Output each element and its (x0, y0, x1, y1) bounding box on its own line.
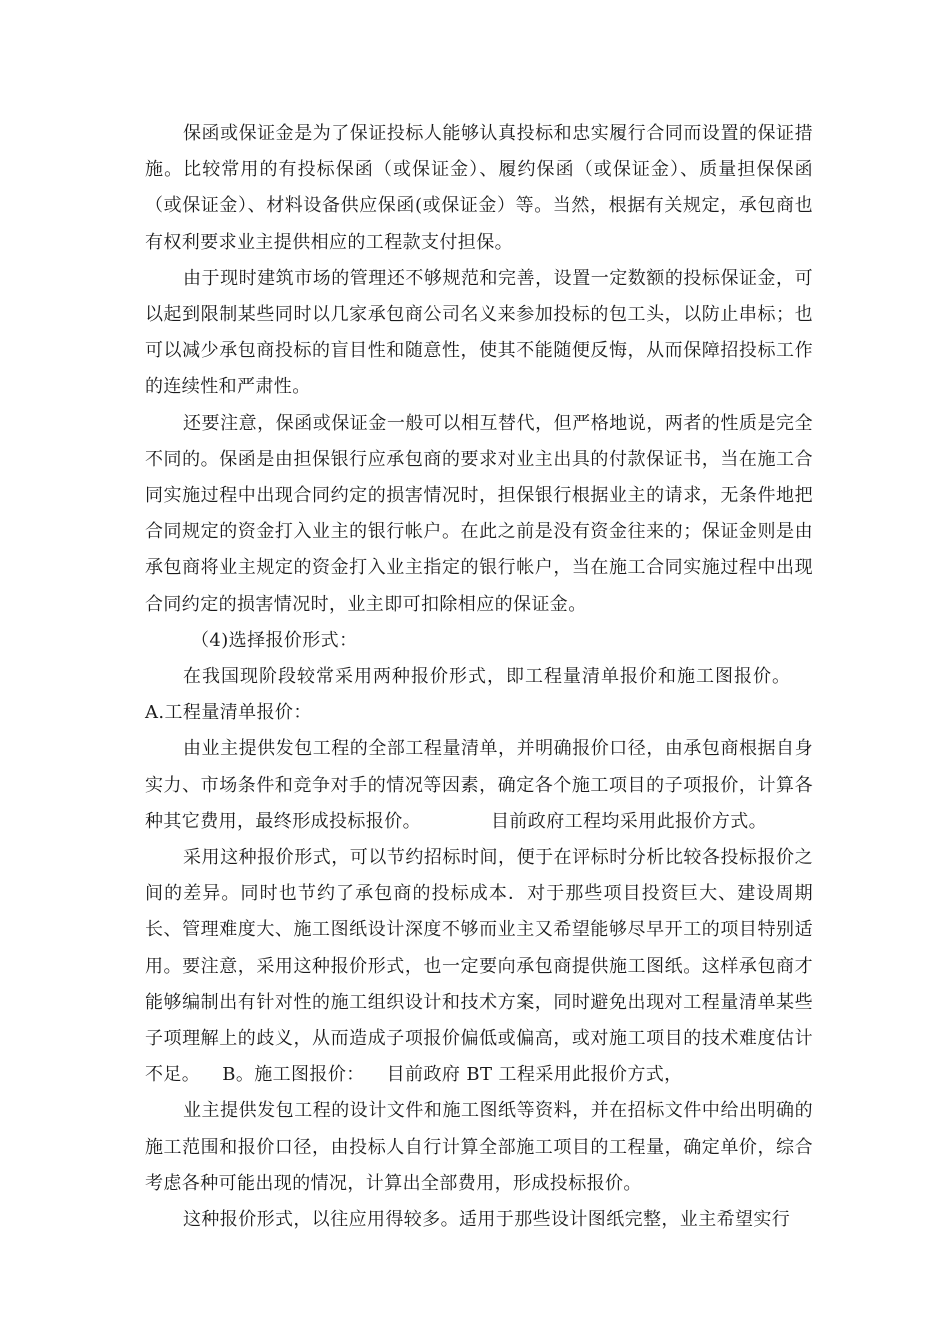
paragraph-guarantee-definition (145, 116, 813, 261)
subheading-drawing-quote: B。施工图报价： (222, 1064, 365, 1086)
paragraph-bill-of-quantities (145, 731, 813, 840)
paragraph-text: 采用这种报价形式，可以节约招标时间，便于在评标时分析比较各投标报价之间的差异。同时也节约了承包商的投标成本．对于那些项目投资巨大、建设周期长、管理难度大、施工图纸设计深度不够而业主又希望能够尽早开工的项目特别适用。要注意，采用这种报价形式，也一定要向承包商提供施工图纸。这样承包商才能够编制出有针对性的施工组织设计和技术方案，同时避免出现对工程量清单某些子项理解上的歧义，从而造成子项报价偏低或偏高，或对施工项目的技术难度估计不足。 (145, 847, 813, 1086)
paragraph-text: 由于现时建筑市场的管理还不够规范和完善，设置一定数额的投标保证金，可以起到限制某些同时以几家承包商公司名义来参加投标的包工头，以防止串标；也可以减少承包商投标的盲目性和随意性，使其不能随便反悔，从而保障招投标工作的连续性和严肃性。 (145, 267, 813, 398)
paragraph-text: 还要注意，保函或保证金一般可以相互替代，但严格地说，两者的性质是完全不同的。保函是由担保银行应承包商的要求对业主出具的付款保证书，当在施工合同实施过程中出现合同约定的损害情况时，担保银行根据业主的请求，无条件地把合同规定的资金打入业主的银行帐户。在此之前是没有资金往来的；保证金则是由承包商将业主规定的资金打入业主指定的银行帐户，当在施工合同实施过程中出现合同约定的损害情况时，业主即可扣除相应的保证金。 (145, 412, 813, 615)
section-heading-quote-form (145, 623, 813, 659)
paragraph-text: 业主提供发包工程的设计文件和施工图纸等资料，并在招标文件中给出明确的施工范围和报价口径，由投标人自行计算全部施工项目的工程量，确定单价，综合考虑各种可能出现的情况，计算出全部费用，形成投标报价。 (145, 1100, 813, 1194)
paragraph-text: 由业主提供发包工程的全部工程量清单，并明确报价口径，由承包商根据自身实力、市场条件和竞争对手的情况等因素，确定各个施工项目的子项报价，计算各种其它费用，最终形成投标报价。 (145, 738, 813, 832)
paragraph-note: 目前政府工程均采用此报价方式。 (491, 810, 767, 832)
paragraph-text: 这种报价形式，以往应用得较多。适用于那些设计图纸完整，业主希望实行 (183, 1209, 791, 1231)
paragraph-guarantee-difference (145, 406, 813, 623)
paragraph-quote-forms (145, 659, 813, 731)
document-body (145, 116, 813, 1238)
paragraph-text: 在我国现阶段较常采用两种报价形式，即工程量清单报价和施工图报价。 (183, 666, 791, 688)
paragraph-note: 目前政府 BT 工程采用此报价方式， (386, 1064, 683, 1086)
paragraph-drawing-quote-usage (145, 1202, 813, 1238)
paragraph-bill-advantages (145, 840, 813, 1093)
paragraph-guarantee-purpose (145, 261, 813, 406)
subheading-bill-of-quantities: A.工程量清单报价： (145, 702, 312, 724)
heading-text: （4)选择报价形式： (191, 629, 358, 651)
paragraph-text: 保函或保证金是为了保证投标人能够认真投标和忠实履行合同而设置的保证措施。比较常用的有投标保函（或保证金）、履约保函（或保证金）、质量担保保函（或保证金）、材料设备供应保函(或保证金）等。当然，根据有关规定，承包商也有权利要求业主提供相应的工程款支付担保。 (145, 123, 813, 253)
paragraph-drawing-quote (145, 1093, 813, 1202)
